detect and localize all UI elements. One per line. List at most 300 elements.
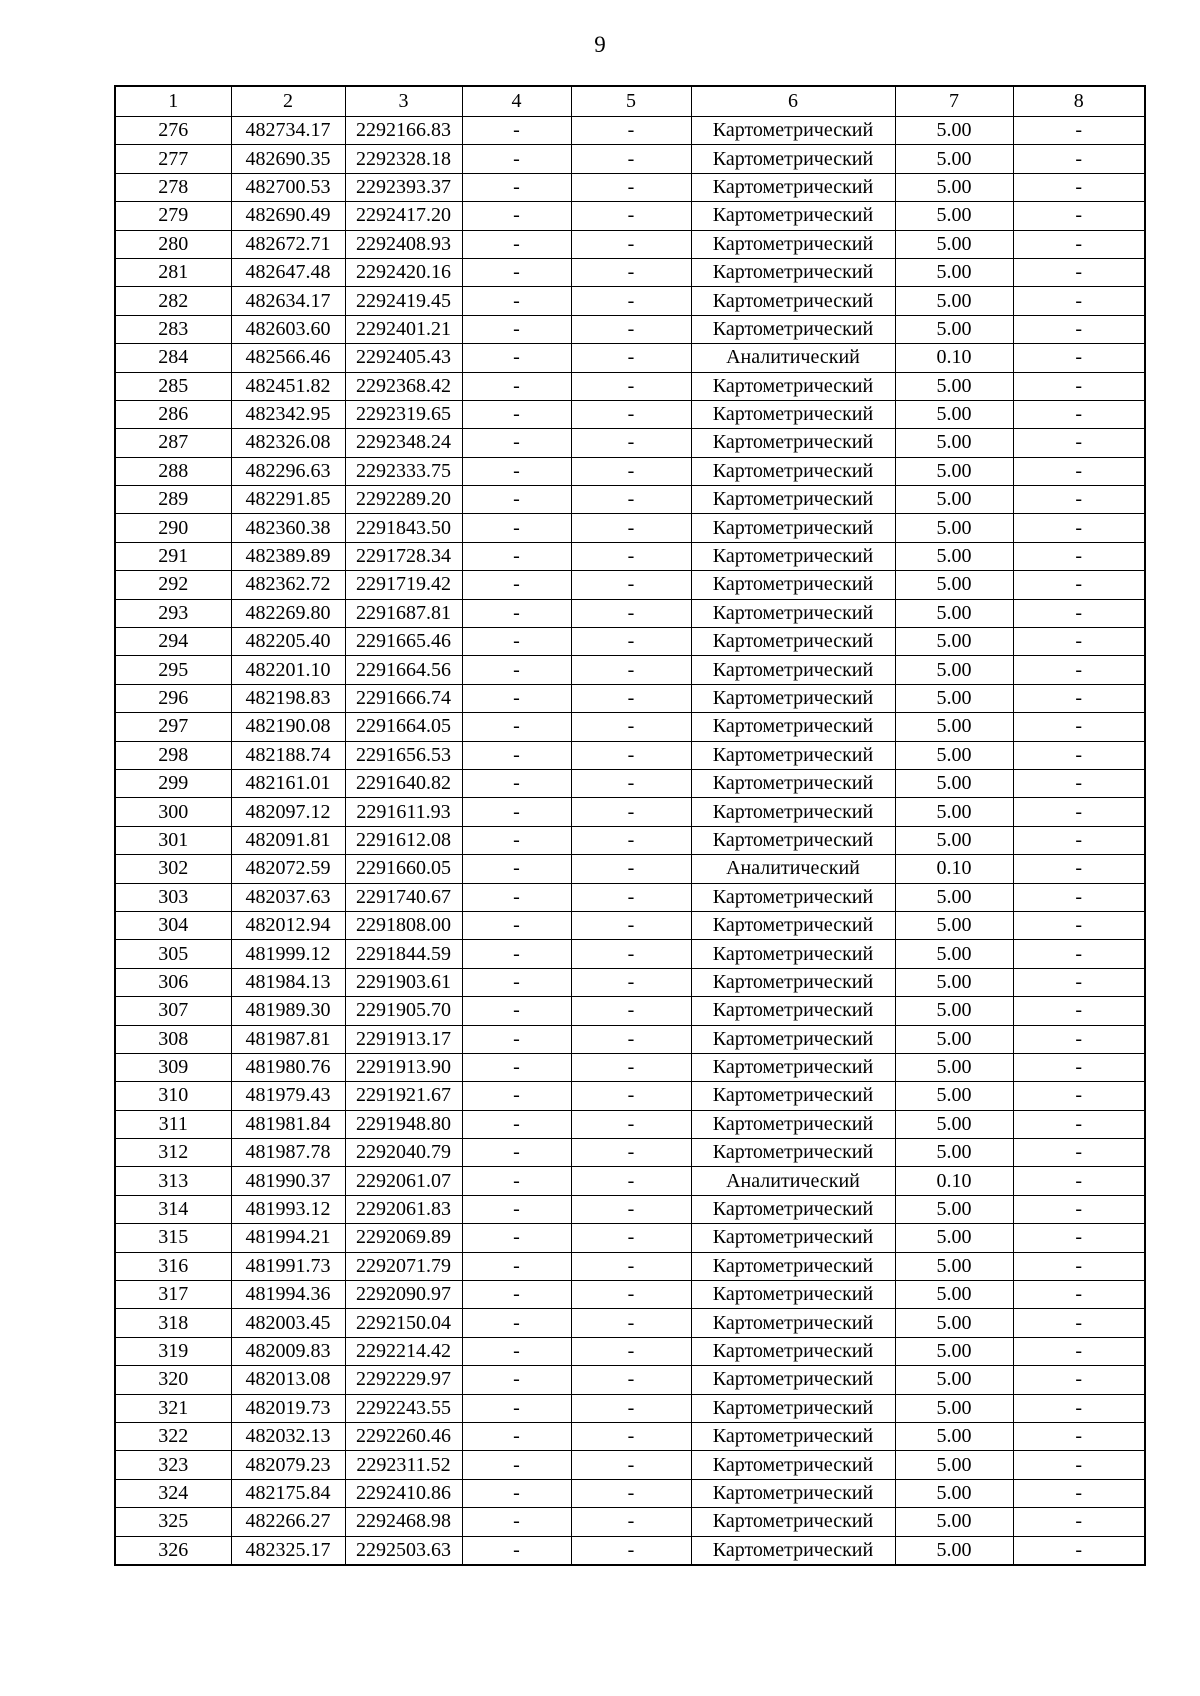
column-5-cell: - [571,1252,691,1280]
column-8-cell: - [1013,1053,1145,1081]
column-4-cell: - [462,968,571,996]
point-number-cell: 290 [115,514,231,542]
x-coordinate-cell: 482012.94 [231,911,345,939]
y-coordinate-cell: 2291903.61 [345,968,462,996]
x-coordinate-cell: 482161.01 [231,769,345,797]
column-5-cell: - [571,1536,691,1565]
column-8-cell: - [1013,258,1145,286]
column-4-cell: - [462,145,571,173]
column-8-cell: - [1013,1536,1145,1565]
x-coordinate-cell: 482188.74 [231,741,345,769]
column-5-cell: - [571,542,691,570]
accuracy-cell: 5.00 [895,628,1013,656]
table-row [115,1508,1145,1536]
column-5-cell: - [571,741,691,769]
method-cell: Картометрический [691,1422,895,1450]
method-cell: Картометрический [691,173,895,201]
column-4-cell: - [462,1139,571,1167]
y-coordinate-cell: 2292401.21 [345,315,462,343]
column-4-cell: - [462,656,571,684]
y-coordinate-cell: 2292393.37 [345,173,462,201]
column-8-cell: - [1013,1281,1145,1309]
point-number-cell: 281 [115,258,231,286]
x-coordinate-cell: 482032.13 [231,1422,345,1450]
y-coordinate-cell: 2291656.53 [345,741,462,769]
table-row [115,769,1145,797]
x-coordinate-cell: 482205.40 [231,628,345,656]
column-5-cell: - [571,1394,691,1422]
table-row [115,1195,1145,1223]
column-8-cell: - [1013,1025,1145,1053]
column-5-cell: - [571,713,691,741]
column-5-cell: - [571,202,691,230]
x-coordinate-cell: 482700.53 [231,173,345,201]
column-8-cell: - [1013,173,1145,201]
column-8-cell: - [1013,656,1145,684]
method-cell: Аналитический [691,855,895,883]
point-number-cell: 295 [115,656,231,684]
accuracy-cell: 5.00 [895,599,1013,627]
accuracy-cell: 5.00 [895,1110,1013,1138]
method-cell: Картометрический [691,968,895,996]
point-number-cell: 293 [115,599,231,627]
column-5-cell: - [571,1053,691,1081]
x-coordinate-cell: 482672.71 [231,230,345,258]
table-row [115,258,1145,286]
column-5-cell: - [571,514,691,542]
x-coordinate-cell: 482734.17 [231,117,345,145]
column-5-cell: - [571,855,691,883]
table-row [115,997,1145,1025]
accuracy-cell: 5.00 [895,1309,1013,1337]
column-4-cell: - [462,429,571,457]
point-number-cell: 294 [115,628,231,656]
y-coordinate-cell: 2292071.79 [345,1252,462,1280]
x-coordinate-cell: 481994.21 [231,1224,345,1252]
point-number-cell: 314 [115,1195,231,1223]
method-cell: Картометрический [691,1195,895,1223]
y-coordinate-cell: 2291913.90 [345,1053,462,1081]
accuracy-cell: 5.00 [895,1451,1013,1479]
y-coordinate-cell: 2291640.82 [345,769,462,797]
x-coordinate-cell: 481987.78 [231,1139,345,1167]
y-coordinate-cell: 2291664.56 [345,656,462,684]
point-number-cell: 324 [115,1479,231,1507]
table-row [115,315,1145,343]
x-coordinate-cell: 482389.89 [231,542,345,570]
column-8-cell: - [1013,741,1145,769]
column-4-cell: - [462,826,571,854]
column-5-cell: - [571,798,691,826]
point-number-cell: 316 [115,1252,231,1280]
method-cell: Картометрический [691,1451,895,1479]
column-5-cell: - [571,1422,691,1450]
table-row [115,1053,1145,1081]
accuracy-cell: 5.00 [895,173,1013,201]
accuracy-cell: 5.00 [895,684,1013,712]
accuracy-cell: 5.00 [895,741,1013,769]
y-coordinate-cell: 2291948.80 [345,1110,462,1138]
table-row [115,287,1145,315]
table-row [115,1451,1145,1479]
column-8-cell: - [1013,1422,1145,1450]
column-4-cell: - [462,911,571,939]
table-row [115,173,1145,201]
column-4-cell: - [462,202,571,230]
column-4-cell: - [462,1025,571,1053]
point-number-cell: 319 [115,1337,231,1365]
point-number-cell: 323 [115,1451,231,1479]
column-4-cell: - [462,1337,571,1365]
table-row [115,372,1145,400]
point-number-cell: 302 [115,855,231,883]
point-number-cell: 288 [115,457,231,485]
method-cell: Картометрический [691,202,895,230]
column-5-cell: - [571,1366,691,1394]
column-5-cell: - [571,628,691,656]
column-8-cell: - [1013,1366,1145,1394]
column-8-cell: - [1013,1451,1145,1479]
column-5-cell: - [571,145,691,173]
column-4-cell: - [462,258,571,286]
y-coordinate-cell: 2291687.81 [345,599,462,627]
y-coordinate-cell: 2292069.89 [345,1224,462,1252]
accuracy-cell: 5.00 [895,1195,1013,1223]
method-cell: Картометрический [691,287,895,315]
point-number-cell: 303 [115,883,231,911]
column-4-cell: - [462,1053,571,1081]
accuracy-cell: 0.10 [895,344,1013,372]
point-number-cell: 305 [115,940,231,968]
column-5-cell: - [571,344,691,372]
table-row [115,571,1145,599]
point-number-cell: 309 [115,1053,231,1081]
column-8-cell: - [1013,997,1145,1025]
y-coordinate-cell: 2291808.00 [345,911,462,939]
y-coordinate-cell: 2292368.42 [345,372,462,400]
accuracy-cell: 5.00 [895,1252,1013,1280]
page-number: 9 [594,32,606,57]
method-cell: Картометрический [691,486,895,514]
column-5-cell: - [571,940,691,968]
y-coordinate-cell: 2291913.17 [345,1025,462,1053]
column-5-cell: - [571,429,691,457]
accuracy-cell: 5.00 [895,429,1013,457]
y-coordinate-cell: 2292150.04 [345,1309,462,1337]
method-cell: Картометрический [691,1082,895,1110]
table-row [115,1082,1145,1110]
accuracy-cell: 5.00 [895,457,1013,485]
column-8-cell: - [1013,117,1145,145]
point-number-cell: 325 [115,1508,231,1536]
method-cell: Картометрический [691,1479,895,1507]
column-5-cell: - [571,1167,691,1195]
point-number-cell: 311 [115,1110,231,1138]
column-8-cell: - [1013,911,1145,939]
point-number-cell: 313 [115,1167,231,1195]
table-row [115,911,1145,939]
method-cell: Картометрический [691,1337,895,1365]
column-4-cell: - [462,1366,571,1394]
column-8-cell: - [1013,1309,1145,1337]
point-number-cell: 317 [115,1281,231,1309]
table-row [115,1110,1145,1138]
x-coordinate-cell: 482072.59 [231,855,345,883]
y-coordinate-cell: 2292229.97 [345,1366,462,1394]
column-5-cell: - [571,1195,691,1223]
method-cell: Картометрический [691,1508,895,1536]
x-coordinate-cell: 481990.37 [231,1167,345,1195]
accuracy-cell: 5.00 [895,713,1013,741]
column-5-cell: - [571,684,691,712]
y-coordinate-cell: 2291844.59 [345,940,462,968]
column-header: 1 [115,86,231,117]
column-4-cell: - [462,1479,571,1507]
x-coordinate-cell: 482634.17 [231,287,345,315]
x-coordinate-cell: 482690.35 [231,145,345,173]
table-row [115,429,1145,457]
x-coordinate-cell: 481980.76 [231,1053,345,1081]
method-cell: Картометрический [691,741,895,769]
y-coordinate-cell: 2292260.46 [345,1422,462,1450]
column-8-cell: - [1013,542,1145,570]
accuracy-cell: 5.00 [895,1536,1013,1565]
column-4-cell: - [462,1252,571,1280]
x-coordinate-cell: 481984.13 [231,968,345,996]
y-coordinate-cell: 2291921.67 [345,1082,462,1110]
point-number-cell: 297 [115,713,231,741]
point-number-cell: 318 [115,1309,231,1337]
table-row [115,230,1145,258]
column-4-cell: - [462,1508,571,1536]
x-coordinate-cell: 482296.63 [231,457,345,485]
column-4-cell: - [462,997,571,1025]
x-coordinate-cell: 482097.12 [231,798,345,826]
column-8-cell: - [1013,1195,1145,1223]
y-coordinate-cell: 2291611.93 [345,798,462,826]
accuracy-cell: 5.00 [895,1508,1013,1536]
table-row [115,400,1145,428]
method-cell: Картометрический [691,1025,895,1053]
table-row [115,968,1145,996]
column-8-cell: - [1013,1252,1145,1280]
point-number-cell: 299 [115,769,231,797]
accuracy-cell: 5.00 [895,145,1013,173]
column-8-cell: - [1013,1508,1145,1536]
method-cell: Картометрический [691,826,895,854]
table-row [115,1337,1145,1365]
table-row [115,940,1145,968]
accuracy-cell: 5.00 [895,1025,1013,1053]
method-cell: Картометрический [691,1309,895,1337]
point-number-cell: 322 [115,1422,231,1450]
method-cell: Картометрический [691,769,895,797]
table-row [115,1309,1145,1337]
column-8-cell: - [1013,372,1145,400]
column-4-cell: - [462,486,571,514]
point-number-cell: 276 [115,117,231,145]
point-number-cell: 312 [115,1139,231,1167]
column-5-cell: - [571,656,691,684]
column-8-cell: - [1013,1082,1145,1110]
method-cell: Картометрический [691,940,895,968]
method-cell: Картометрический [691,1139,895,1167]
x-coordinate-cell: 482291.85 [231,486,345,514]
x-coordinate-cell: 482201.10 [231,656,345,684]
column-4-cell: - [462,372,571,400]
y-coordinate-cell: 2291740.67 [345,883,462,911]
table-row [115,599,1145,627]
column-4-cell: - [462,769,571,797]
table-row [115,1281,1145,1309]
table-row [115,514,1145,542]
coordinates-table [114,85,1146,1566]
column-header: 6 [691,86,895,117]
table-row [115,1366,1145,1394]
column-5-cell: - [571,826,691,854]
column-5-cell: - [571,1451,691,1479]
method-cell: Картометрический [691,1281,895,1309]
accuracy-cell: 0.10 [895,855,1013,883]
column-5-cell: - [571,258,691,286]
column-5-cell: - [571,571,691,599]
y-coordinate-cell: 2292319.65 [345,400,462,428]
column-8-cell: - [1013,486,1145,514]
column-8-cell: - [1013,571,1145,599]
column-5-cell: - [571,599,691,627]
accuracy-cell: 0.10 [895,1167,1013,1195]
point-number-cell: 298 [115,741,231,769]
y-coordinate-cell: 2291843.50 [345,514,462,542]
table-row [115,542,1145,570]
point-number-cell: 285 [115,372,231,400]
column-4-cell: - [462,798,571,826]
point-number-cell: 278 [115,173,231,201]
column-5-cell: - [571,1309,691,1337]
x-coordinate-cell: 482190.08 [231,713,345,741]
x-coordinate-cell: 481989.30 [231,997,345,1025]
accuracy-cell: 5.00 [895,542,1013,570]
accuracy-cell: 5.00 [895,400,1013,428]
column-8-cell: - [1013,514,1145,542]
y-coordinate-cell: 2292311.52 [345,1451,462,1479]
point-number-cell: 277 [115,145,231,173]
column-8-cell: - [1013,1167,1145,1195]
column-8-cell: - [1013,315,1145,343]
column-4-cell: - [462,940,571,968]
table-row [115,798,1145,826]
column-4-cell: - [462,883,571,911]
y-coordinate-cell: 2292040.79 [345,1139,462,1167]
method-cell: Картометрический [691,400,895,428]
column-header: 2 [231,86,345,117]
y-coordinate-cell: 2292405.43 [345,344,462,372]
method-cell: Картометрический [691,258,895,286]
method-cell: Аналитический [691,344,895,372]
x-coordinate-cell: 482198.83 [231,684,345,712]
accuracy-cell: 5.00 [895,372,1013,400]
column-4-cell: - [462,1451,571,1479]
column-5-cell: - [571,1281,691,1309]
point-number-cell: 321 [115,1394,231,1422]
column-8-cell: - [1013,599,1145,627]
column-5-cell: - [571,769,691,797]
column-5-cell: - [571,1139,691,1167]
column-5-cell: - [571,1110,691,1138]
y-coordinate-cell: 2292243.55 [345,1394,462,1422]
table-row [115,883,1145,911]
table-row [115,1224,1145,1252]
y-coordinate-cell: 2292333.75 [345,457,462,485]
column-8-cell: - [1013,1394,1145,1422]
column-4-cell: - [462,315,571,343]
method-cell: Картометрический [691,1394,895,1422]
column-4-cell: - [462,173,571,201]
column-4-cell: - [462,1422,571,1450]
column-4-cell: - [462,684,571,712]
column-header: 3 [345,86,462,117]
y-coordinate-cell: 2292061.07 [345,1167,462,1195]
y-coordinate-cell: 2292166.83 [345,117,462,145]
table-row [115,145,1145,173]
point-number-cell: 289 [115,486,231,514]
column-4-cell: - [462,1224,571,1252]
x-coordinate-cell: 482019.73 [231,1394,345,1422]
table-row [115,1422,1145,1450]
point-number-cell: 300 [115,798,231,826]
column-8-cell: - [1013,1224,1145,1252]
table-row [115,486,1145,514]
table-row [115,1025,1145,1053]
column-5-cell: - [571,883,691,911]
method-cell: Картометрический [691,514,895,542]
x-coordinate-cell: 481979.43 [231,1082,345,1110]
y-coordinate-cell: 2292328.18 [345,145,462,173]
column-4-cell: - [462,1167,571,1195]
column-4-cell: - [462,741,571,769]
table-row [115,628,1145,656]
x-coordinate-cell: 481994.36 [231,1281,345,1309]
method-cell: Картометрический [691,798,895,826]
method-cell: Аналитический [691,1167,895,1195]
table-row [115,1479,1145,1507]
column-5-cell: - [571,400,691,428]
method-cell: Картометрический [691,1224,895,1252]
method-cell: Картометрический [691,117,895,145]
point-number-cell: 287 [115,429,231,457]
column-header: 8 [1013,86,1145,117]
method-cell: Картометрический [691,1536,895,1565]
column-8-cell: - [1013,400,1145,428]
x-coordinate-cell: 482690.49 [231,202,345,230]
accuracy-cell: 5.00 [895,1337,1013,1365]
x-coordinate-cell: 482079.23 [231,1451,345,1479]
table-row [115,1252,1145,1280]
y-coordinate-cell: 2292214.42 [345,1337,462,1365]
column-5-cell: - [571,457,691,485]
column-4-cell: - [462,855,571,883]
method-cell: Картометрический [691,542,895,570]
accuracy-cell: 5.00 [895,1224,1013,1252]
column-8-cell: - [1013,940,1145,968]
accuracy-cell: 5.00 [895,826,1013,854]
column-5-cell: - [571,1479,691,1507]
column-8-cell: - [1013,713,1145,741]
y-coordinate-cell: 2291728.34 [345,542,462,570]
table-row [115,826,1145,854]
column-5-cell: - [571,117,691,145]
column-8-cell: - [1013,287,1145,315]
